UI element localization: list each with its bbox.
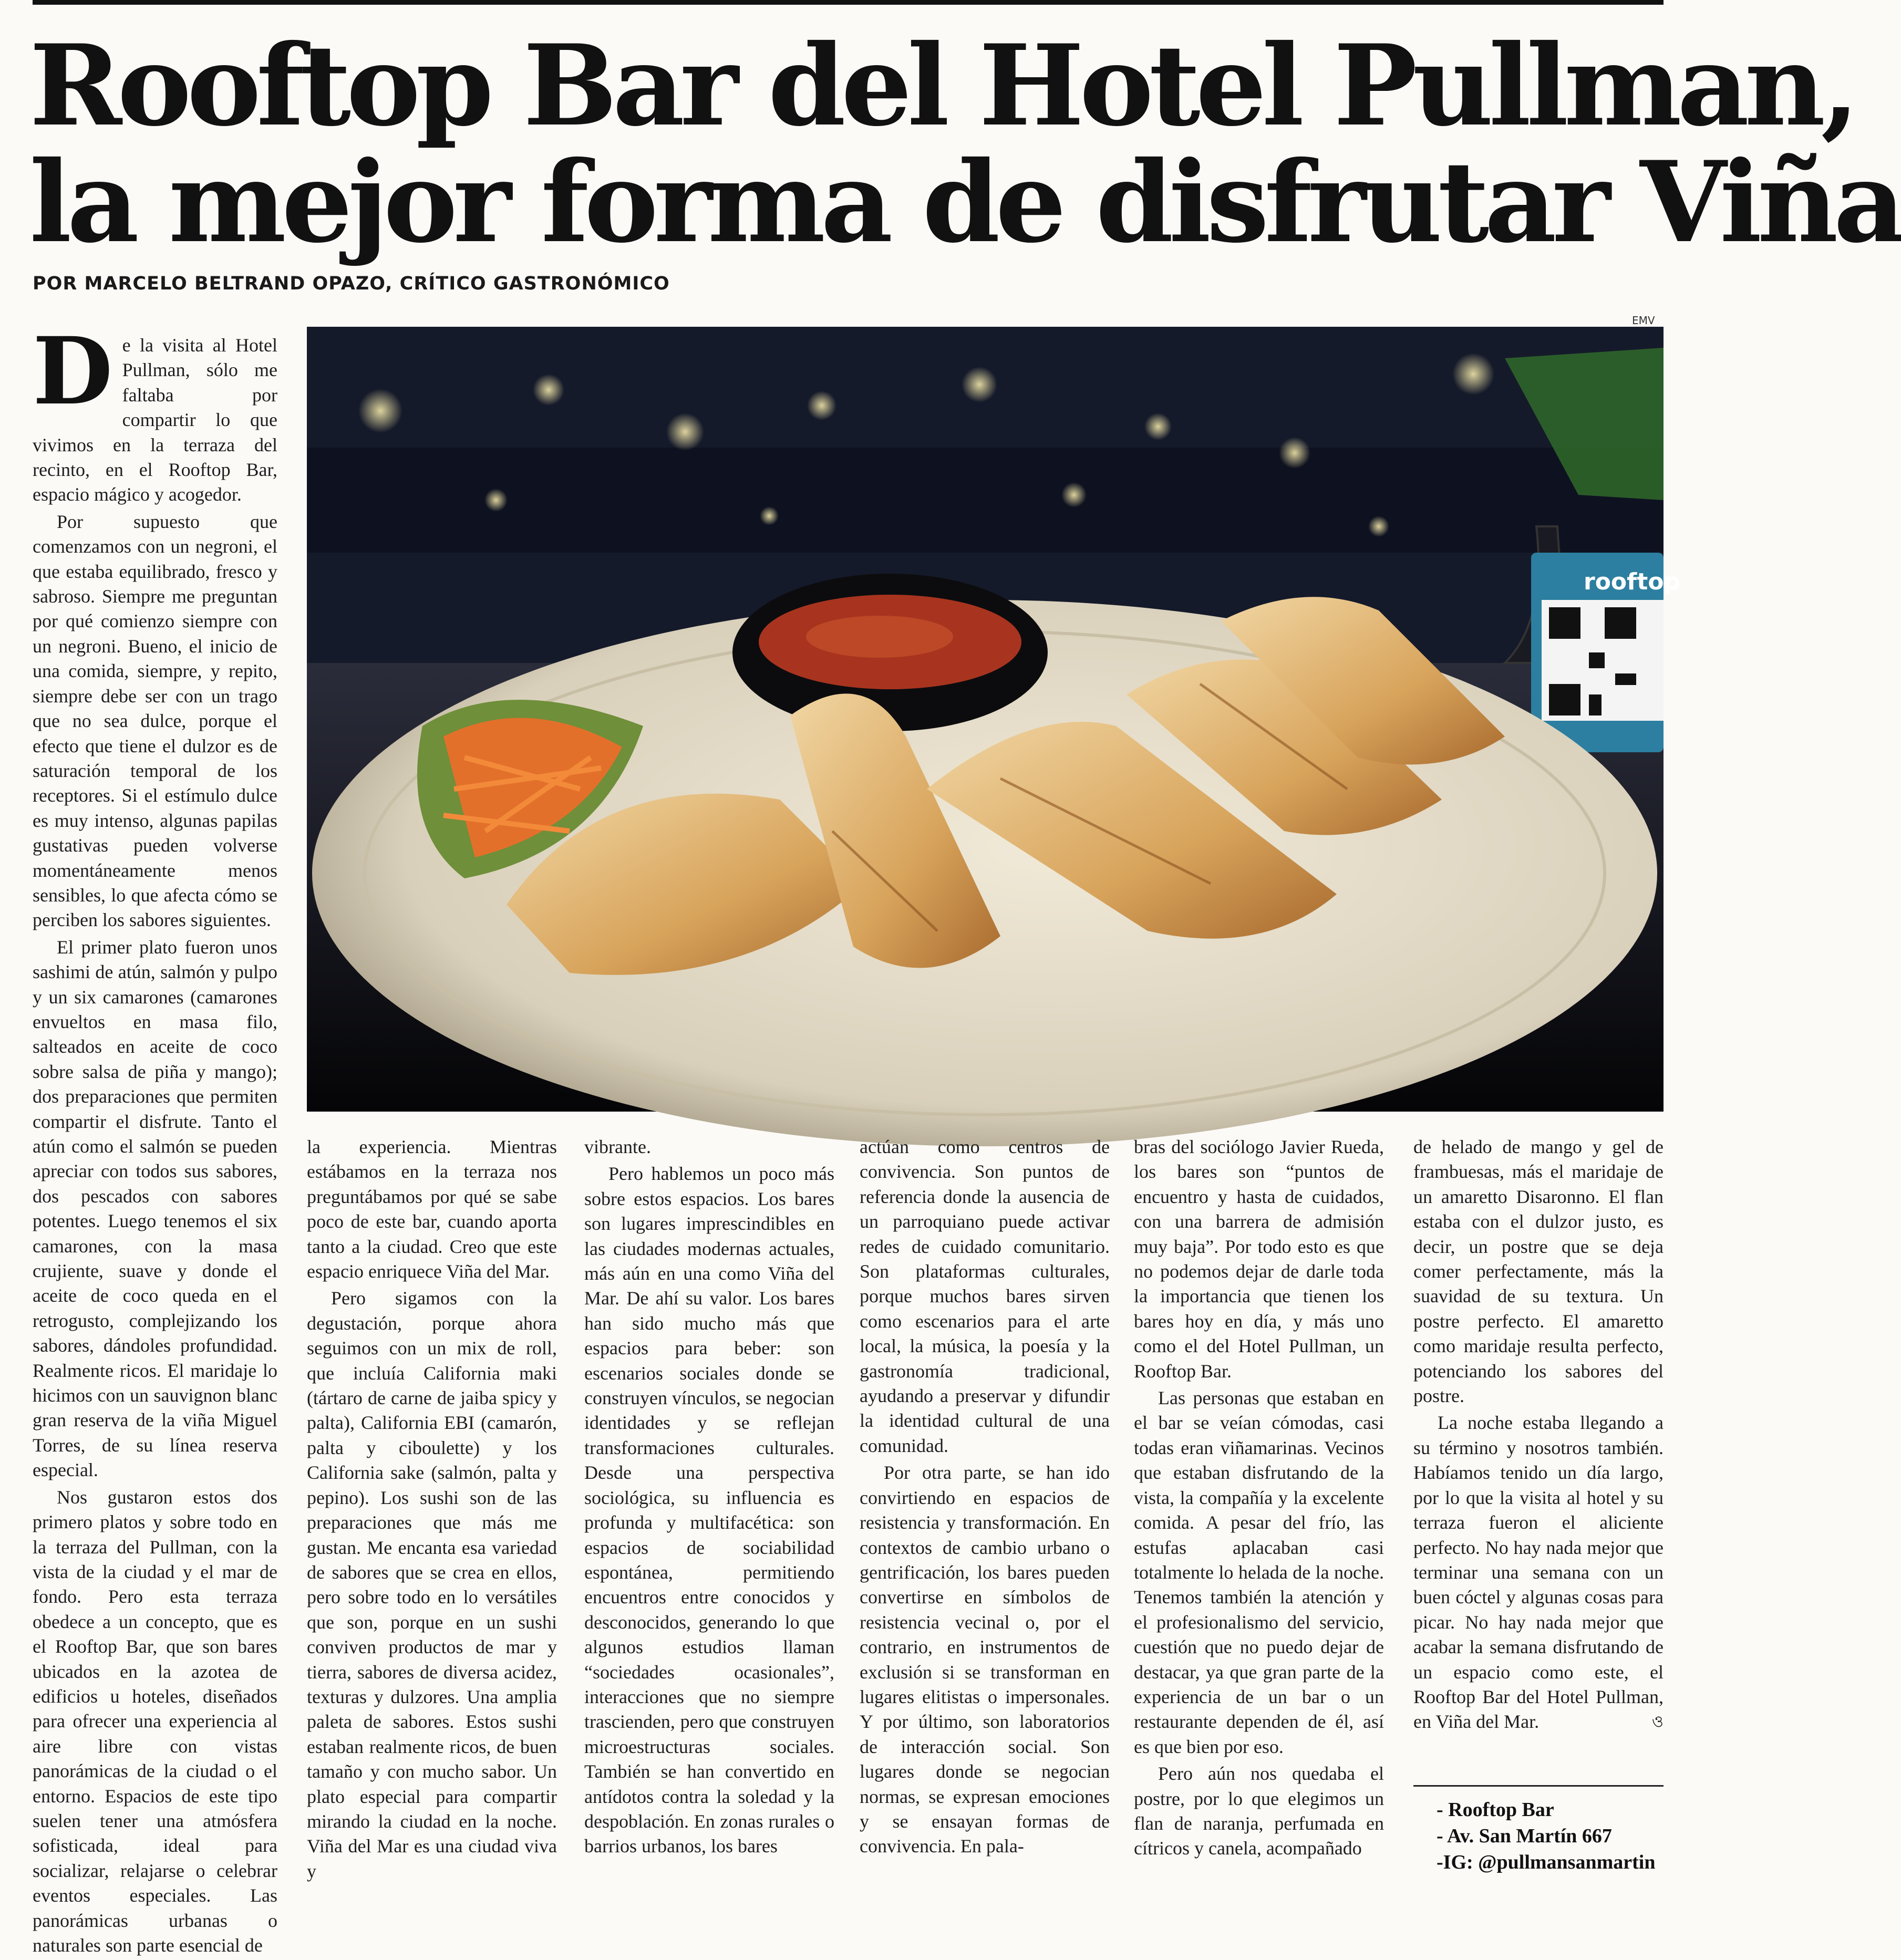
paragraph: De la visita al Hotel Pullman, sólo me faltaba por compartir lo que vivimos en la terraza del recinto, en el Rooftop Bar, espacio mágico y acogedor.	[33, 317, 277, 505]
top-rule	[33, 0, 1664, 5]
infobox	[1437, 1797, 1668, 1875]
qr-sign-label: rooftop	[1584, 568, 1681, 595]
paragraph: Por supuesto que comenzamos con un negroni, el que estaba equilibrado, fresco y sabroso. Siempre me preguntan por qué comienzo siempre con un negroni. Bueno, el inicio de una comida, siempre, y repito, siempre debe ser con un trago que no sea dulce, porque el efecto que tiene el dulzor es de saturación temporal de los receptores. Si el estímulo dulce es muy intenso, algunas papilas gustativas pueden volverse momentáneamente menos sensibles, lo que afecta cómo se perciben los sabores siguientes.	[33, 511, 277, 931]
end-mark-icon: ও	[1651, 1713, 1664, 1731]
paragraph: vibrante.	[584, 1136, 651, 1157]
paragraph: Pero aún nos quedaba el postre, por lo que elegimos un flan de naranja, perfumada en cítricos y canela, acompañado	[1134, 1763, 1384, 1859]
byline: POR MARCELO BELTRAND OPAZO, CRÍTICO GASTRONÓMICO	[33, 273, 670, 294]
paragraph: El primer plato fueron unos sashimi de atún, salmón y pulpo y un six camarones (camarones envueltos en masa filo, salteados en aceite de coco sobre salsa de piña y mango); dos preparaciones que permiten compartir el disfrute. Tanto el atún como el salmón se pueden apreciar con todos sus sabores, dos pescados con sabores potentes. Luego tenemos el six camarones, con la masa crujiente, suave y donde el aceite de coco queda en el retrogusto, complejizando los sabores, dándoles profundidad. Realmente ricos. El maridaje lo hicimos con un sauvignon blanc gran reserva de la viña Miguel Torres, de su línea reserva especial.	[33, 936, 277, 1481]
article-photo	[307, 327, 1681, 1112]
infobox-venue: - Rooftop Bar	[1437, 1799, 1554, 1821]
article-column-1	[33, 317, 277, 1960]
paragraph: Las personas que estaban en el bar se veían cómodas, casi todas eran viñamarinas. Vecinos que estaban disfrutando de la vista, la compañía y la excelente comida. A pesar del frío, las estufas aplacaban casi totalmente lo helada de la noche. Tenemos también la atención y el profesionalismo del servicio, cuestión que no puedo dejar de destacar, ya que gran parte de la experiencia de un bar o un restaurante dependen de él, así es que bien por eso.	[1134, 1387, 1384, 1757]
paragraph: la experiencia. Mientras estábamos en la terraza nos preguntábamos por qué se sabe poco de este bar, cuando aporta tanto a la ciudad. Creo que este espacio enriquece Viña del Mar.	[307, 1136, 557, 1282]
paragraph: Nos gustaron estos dos primero platos y sobre todo en la terraza del Pullman, con la vista de la ciudad y el mar de fondo. Pero esta terraza obedece a un concepto, que es el Rooftop Bar, que son bares ubicados en la azotea de edificios u hoteles, diseñados para ofrecer una experiencia al aire libre con vistas panorámicas de la ciudad o el entorno. Espacios de este tipo suelen tener una atmósfera sofisticada, ideal para socializar, relajarse o celebrar eventos especiales. Las panorámicas urbanas o naturales son parte esencial de	[33, 1486, 277, 1956]
food-plate-illustration	[307, 327, 1681, 1112]
article-column-6	[1413, 1135, 1664, 1737]
infobox-rule	[1413, 1785, 1664, 1787]
article-column-2	[307, 1135, 557, 1886]
headline-line-2: la mejor forma de disfrutar Viña	[29, 137, 1901, 267]
paragraph: de helado de mango y gel de frambuesas, más el maridaje de un amaretto Disaronno. El flan estaba con el dulzor justo, es decir, un postre que se deja comer perfectamente, más la suavidad de su textura. Un postre perfecto. El amaretto como maridaje resulta perfecto, potenciando los sabores del postre.	[1413, 1136, 1664, 1407]
qr-sign	[1531, 553, 1680, 752]
infobox-instagram: -IG: @pullmansanmartin	[1437, 1851, 1656, 1873]
infobox-address: - Av. San Martín 667	[1437, 1825, 1612, 1847]
article-column-3	[584, 1135, 834, 1861]
paragraph: Por otra parte, se han ido convirtiendo en espacios de resistencia y transformación. En contextos de cambio urbano o gentrificación, los bares pueden convertirse en símbolos de resistencia vecinal o, por el contrario, en instrumentos de exclusión si se transforman en lugares elitistas o impersonales. Y por último, son laboratorios de interacción social. Son lugares donde se negocian normas, se expresan emociones y se ensayan formas de convivencia. En pala-	[860, 1462, 1110, 1857]
drop-cap: D	[33, 317, 113, 426]
paragraph: Pero hablemos un poco más sobre estos espacios. Los bares son lugares imprescindibles en las ciudades modernas actuales, más aún en una como Viña del Mar. De ahí su valor. Los bares han sido mucho más que espacios para beber: son escenarios sociales donde se construyen vínculos, se negocian identidades y se reflejan transformaciones culturales. Desde una perspectiva sociológica, su influencia es profunda y multifacética: son espacios de sociabilidad espontánea, permitiendo encuentros entre conocidos y desconocidos, generando lo que algunos estudios llaman “sociedades ocasionales”, interacciones que no siempre trascienden, pero que construyen microestructuras sociales. También se han convertido en antídotos contra la soledad y la despoblación. En zonas rurales o barrios urbanos, los bares	[584, 1163, 834, 1857]
article-column-4	[860, 1135, 1110, 1861]
paragraph: La noche estaba llegando a su término y nosotros también. Habíamos tenido un día largo, por lo que la visita al hotel y su terraza fueron el aliciente perfecto. No hay nada mejor que terminar una semana con un buen cóctel y algunas cosas para picar. No hay nada mejor que acabar la semana disfrutando de un espacio como este, el Rooftop Bar del Hotel Pullman, en Viña del Mar. ও	[1413, 1411, 1664, 1734]
photo-credit: EMV	[1632, 314, 1655, 327]
article-column-5	[1134, 1135, 1384, 1863]
paragraph: bras del sociólogo Javier Rueda, los bares son “puntos de encuentro y hasta de cuidados, con una barrera de admisión muy baja”. Por todo esto es que no podemos dejar de darle toda la importancia que tienen los bares hoy en día, y más uno como el del Hotel Pullman, un Rooftop Bar.	[1134, 1136, 1384, 1382]
headline	[29, 20, 1901, 267]
headline-line-1: Rooftop Bar del Hotel Pullman,	[29, 20, 1855, 151]
paragraph: actúan como centros de convivencia. Son puntos de referencia donde la ausencia de un parroquiano puede activar redes de cuidado comunitario. Son plataformas culturales, porque muchos bares sirven como escenarios para el arte local, la música, la poesía y la gastronomía tradicional, ayudando a preservar y difundir la identidad cultural de una comunidad.	[860, 1136, 1110, 1456]
paragraph: Pero sigamos con la degustación, porque ahora seguimos con un mix de roll, que incluía California maki (tártaro de carne de jaiba spicy y palta), California EBI (camarón, palta y ciboulette) y los California sake (salmón, palta y pepino). Los sushi son de las preparaciones que más me gustan. Me encanta esa variedad de sabores que se crea en ellos, pero sobre todo en lo versátiles que son, porque en un sushi conviven productos de mar y tierra, sabores de diversa acidez, texturas y dulzores. Una amplia paleta de sabores. Estos sushi estaban realmente ricos, de buen tamaño y con mucho sabor. Un plato especial para compartir mirando la ciudad en la noche. Viña del Mar es una ciudad viva y	[307, 1288, 557, 1882]
